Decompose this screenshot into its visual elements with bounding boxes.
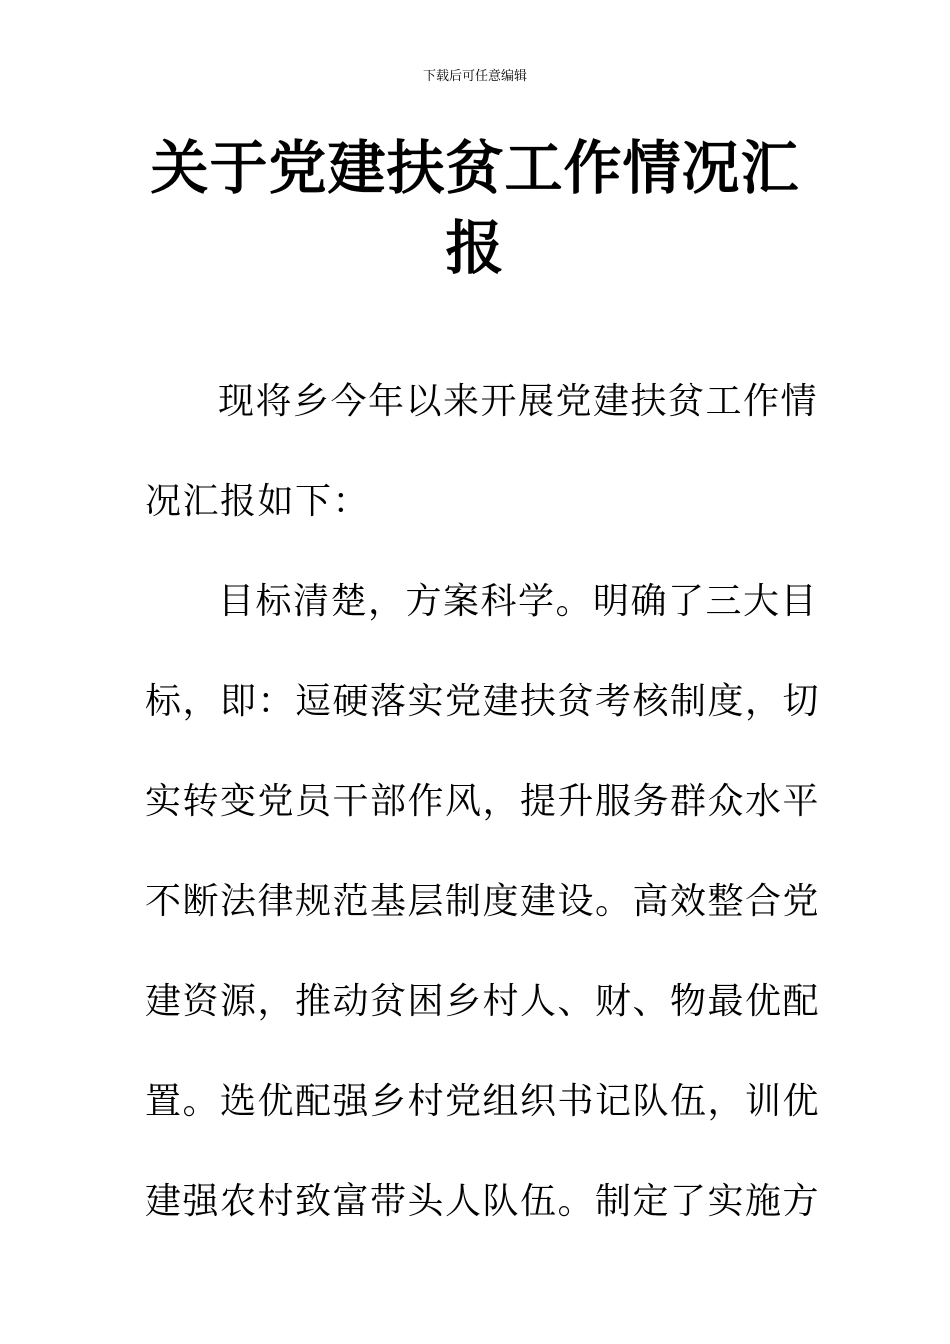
paragraph-line: 建资源，推动贫困乡村人、财、物最优配: [145, 981, 821, 1022]
paragraph-goals: [145, 552, 821, 1252]
document-title: [150, 128, 800, 288]
paragraph-line: 现将乡今年以来开展党建扶贫工作情: [218, 381, 819, 422]
paragraph-line: 况汇报如下：: [145, 481, 371, 522]
title-line-2: 报: [445, 214, 505, 282]
paragraph-line: 实转变党员干部作风，提升服务群众水平: [145, 781, 821, 822]
paragraph-line: 不断法律规范基层制度建设。高效整合党: [145, 881, 821, 922]
title-line-1: 关于党建扶贫工作情况汇: [150, 134, 800, 202]
paragraph-line: 目标清楚，方案科学。明确了三大目: [218, 581, 819, 622]
paragraph-line: 置。选优配强乡村党组织书记队伍，训优: [145, 1081, 821, 1122]
header-note: 下载后可任意编辑: [422, 69, 527, 84]
paragraph-line: 标，即：逗硬落实党建扶贫考核制度，切: [145, 681, 821, 722]
paragraph-line: 建强农村致富带头人队伍。制定了实施方: [145, 1181, 821, 1222]
paragraph-intro: [145, 352, 819, 552]
